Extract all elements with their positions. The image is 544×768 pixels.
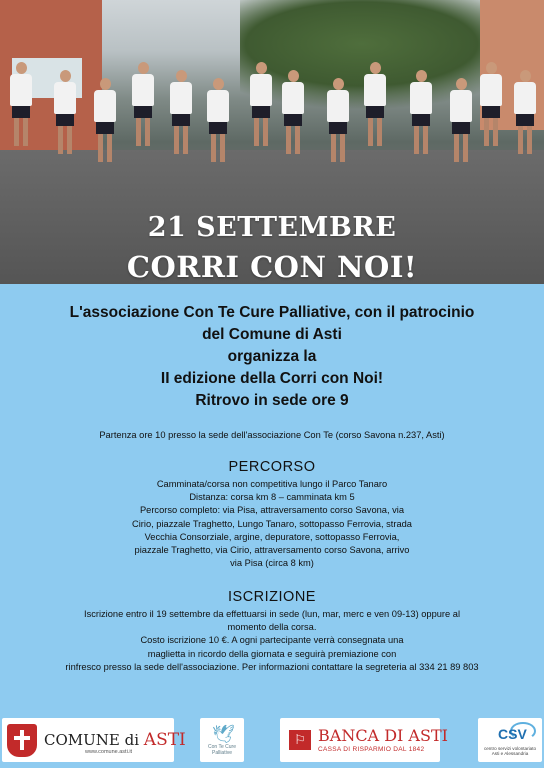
runner-figure (362, 62, 388, 148)
intro-line: L'associazione Con Te Cure Palliative, con il patrocinio (69, 304, 475, 321)
runner-figure (52, 70, 78, 156)
comune-asti-logo (2, 718, 186, 762)
comune-url: www.comune.asti.it (85, 749, 133, 755)
comune-city: ASTI (143, 730, 186, 750)
percorso-line: Cirio, piazzale Traghetto, Lungo Tanaro, sottopasso Ferrovia, strada (132, 518, 412, 529)
dove-icon: 🕊 (212, 724, 235, 744)
iscrizione-line: rinfresco presso la sede dell'associazione. Per informazioni contattare la segreteria al 334 21 89 803 (65, 661, 479, 672)
percorso-heading: PERCORSO (228, 459, 316, 475)
percorso-body (0, 478, 544, 570)
iscrizione-line: maglietta in ricordo della giornata e seguirà premiazione con (147, 648, 397, 659)
intro-block (0, 302, 544, 412)
banca-asti-logo (280, 718, 448, 762)
csv-sub: centro servizi volontariato Asti e Alessandria (483, 746, 537, 757)
runner-figure (448, 78, 474, 164)
percorso-line: Vecchia Consorziale, argine, depuratore, sottopasso Ferrovia, (144, 531, 400, 542)
partenza-info: Partenza ore 10 presso la sede dell'associazione Con Te (corso Savona n.237, Asti) (99, 430, 445, 440)
iscrizione-body (0, 608, 544, 674)
runner-figure (280, 70, 306, 156)
intro-line: del Comune di Asti (202, 326, 342, 343)
percorso-line: via Pisa (circa 8 km) (230, 558, 314, 569)
csv-name: CSV (498, 726, 527, 742)
percorso-line: Distanza: corsa km 8 – camminata km 5 (189, 492, 355, 503)
percorso-line: Camminata/corsa non competitiva lungo il Parco Tanaro (156, 479, 388, 489)
asti-crest-icon (7, 724, 37, 757)
banca-mark-icon: ⚐ (289, 730, 311, 750)
hero-photo (0, 0, 544, 284)
iscrizione-heading: ISCRIZIONE (228, 589, 316, 605)
banca-sub: CASSA DI RISPARMIO DAL 1842 (318, 746, 425, 753)
runner-figure (478, 62, 504, 148)
runner-figure (130, 62, 156, 148)
runner-figure (512, 70, 538, 156)
runner-figure (248, 62, 274, 148)
comune-prefix: COMUNE di (44, 731, 144, 749)
percorso-line: Percorso completo: via Pisa, attraversamento corso Savona, via (139, 505, 405, 516)
runner-figure (408, 70, 434, 156)
iscrizione-line: momento della corsa. (227, 622, 317, 633)
intro-line: organizza la (227, 348, 317, 365)
intro-line: Ritrovo in sede ore 9 (195, 392, 349, 409)
conte-label: Con Te Cure Palliative (208, 744, 236, 756)
intro-line: II edizione della Corri con Noi! (160, 370, 384, 387)
runner-figure (205, 78, 231, 164)
runner-figure (92, 78, 118, 164)
sponsor-logos (0, 712, 544, 768)
runner-figure (168, 70, 194, 156)
runner-figure (8, 62, 34, 148)
hero-title-event: CORRI CON NOI! (126, 250, 418, 284)
banca-name: BANCA DI ASTI (318, 726, 448, 745)
runner-figure (325, 78, 351, 164)
conte-logo (200, 718, 244, 762)
iscrizione-line: Costo iscrizione 10 €. A ogni partecipante verrà consegnata una (140, 635, 404, 646)
csv-logo (478, 718, 542, 762)
percorso-line: piazzale Traghetto, via Cirio, attraversamento corso Savona, arrivo (134, 545, 410, 556)
iscrizione-line: Iscrizione entro il 19 settembre da effettuarsi in sede (lun, mar, merc e ven 09-13) oppure al (83, 609, 461, 619)
hero-title-date: 21 SETTEMBRE (147, 212, 397, 243)
comune-name (44, 730, 186, 750)
